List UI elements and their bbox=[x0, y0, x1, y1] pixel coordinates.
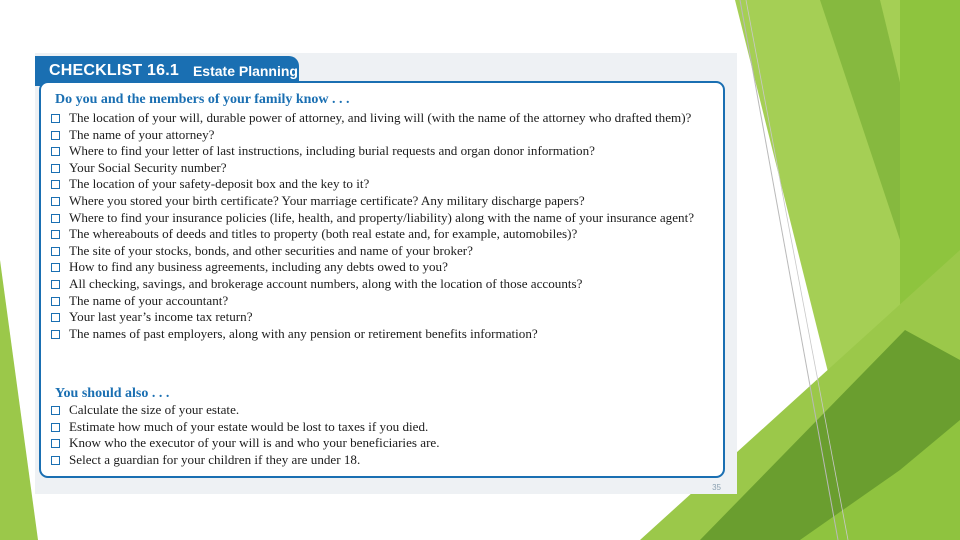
checkbox-icon bbox=[51, 164, 60, 173]
checklist-item bbox=[51, 419, 715, 436]
checkbox-icon bbox=[51, 180, 60, 189]
checklist-item bbox=[51, 309, 715, 326]
checklist-item-text: Select a guardian for your children if they are under 18. bbox=[69, 451, 361, 467]
page-number: 35 bbox=[712, 483, 721, 492]
checklist-item-text: How to find any business agreements, including any debts owed to you? bbox=[69, 259, 448, 275]
checklist-item bbox=[51, 143, 715, 160]
checklist-item-text: Your Social Security number? bbox=[69, 159, 227, 175]
checkbox-icon bbox=[51, 147, 60, 156]
section1-heading: Do you and the members of your family know . . . bbox=[55, 92, 350, 107]
checklist-item bbox=[51, 435, 715, 452]
checklist-item bbox=[51, 326, 715, 343]
checklist-item-text: The location of your will, durable power of attorney, and living will (with the name of the attorney who drafted them)? bbox=[69, 110, 692, 125]
checkbox-icon bbox=[51, 439, 60, 448]
checklist-item bbox=[51, 226, 715, 243]
checklist-item bbox=[51, 160, 715, 177]
checklist-subject: Estate Planning bbox=[192, 63, 298, 79]
checkbox-icon bbox=[51, 280, 60, 289]
checklist-item-text: Your last year’s income tax return? bbox=[69, 309, 253, 325]
checklist-item-text: Estimate how much of your estate would be lost to taxes if you died. bbox=[69, 418, 429, 434]
checklist-item-text: The names of past employers, along with any pension or retirement benefits information? bbox=[69, 325, 538, 341]
checkbox-icon bbox=[51, 197, 60, 206]
checkbox-icon bbox=[51, 297, 60, 306]
checklist-item bbox=[51, 127, 715, 144]
checklist-item bbox=[51, 452, 715, 469]
section2-heading: You should also . . . bbox=[55, 386, 170, 401]
checklist-item-text: Calculate the size of your estate. bbox=[69, 402, 240, 417]
checklist-item bbox=[51, 110, 715, 127]
checklist-number: CHECKLIST 16.1 bbox=[49, 62, 179, 79]
checkbox-icon bbox=[51, 114, 60, 123]
checklist-item-text: Where you stored your birth certificate? Your marriage certificate? Any military discharge papers? bbox=[69, 192, 585, 208]
checklist-item bbox=[51, 176, 715, 193]
checkbox-icon bbox=[51, 423, 60, 432]
checklist-item bbox=[51, 293, 715, 310]
checklist-item-text: The name of your accountant? bbox=[69, 292, 229, 308]
checkbox-icon bbox=[51, 406, 60, 415]
checkbox-icon bbox=[51, 131, 60, 140]
checkbox-icon bbox=[51, 214, 60, 223]
green-left-sliver bbox=[0, 260, 38, 540]
checklist-item-text: Where to find your insurance policies (life, health, and property/liability) along with the name of your insurance agent? bbox=[69, 209, 695, 225]
checklist-item bbox=[51, 276, 715, 293]
checklist-item bbox=[51, 210, 715, 227]
checklist-item-text: The site of your stocks, bonds, and other securities and name of your broker? bbox=[69, 242, 473, 258]
checkbox-icon bbox=[51, 313, 60, 322]
checklist-item-text: The location of your safety-deposit box and the key to it? bbox=[69, 176, 370, 192]
section1-list bbox=[51, 110, 715, 342]
checklist-item bbox=[51, 193, 715, 210]
checklist-item-text: Where to find your letter of last instructions, including burial requests and organ donor information? bbox=[69, 143, 595, 159]
checklist-item-text: The whereabouts of deeds and titles to property (both real estate and, for example, automobiles)? bbox=[69, 226, 578, 242]
checklist-item-text: All checking, savings, and brokerage account numbers, along with the location of those accounts? bbox=[69, 275, 583, 291]
checklist-item bbox=[51, 402, 715, 419]
checkbox-icon bbox=[51, 330, 60, 339]
checkbox-icon bbox=[51, 263, 60, 272]
checkbox-icon bbox=[51, 247, 60, 256]
checklist-panel bbox=[39, 81, 725, 478]
checklist-item bbox=[51, 243, 715, 260]
checklist-item-text: The name of your attorney? bbox=[69, 126, 215, 142]
checkbox-icon bbox=[51, 230, 60, 239]
checklist-image bbox=[35, 53, 737, 494]
checkbox-icon bbox=[51, 456, 60, 465]
section2-list bbox=[51, 402, 715, 468]
checklist-item bbox=[51, 259, 715, 276]
checklist-item-text: Know who the executor of your will is and who your beneficiaries are. bbox=[69, 435, 440, 451]
